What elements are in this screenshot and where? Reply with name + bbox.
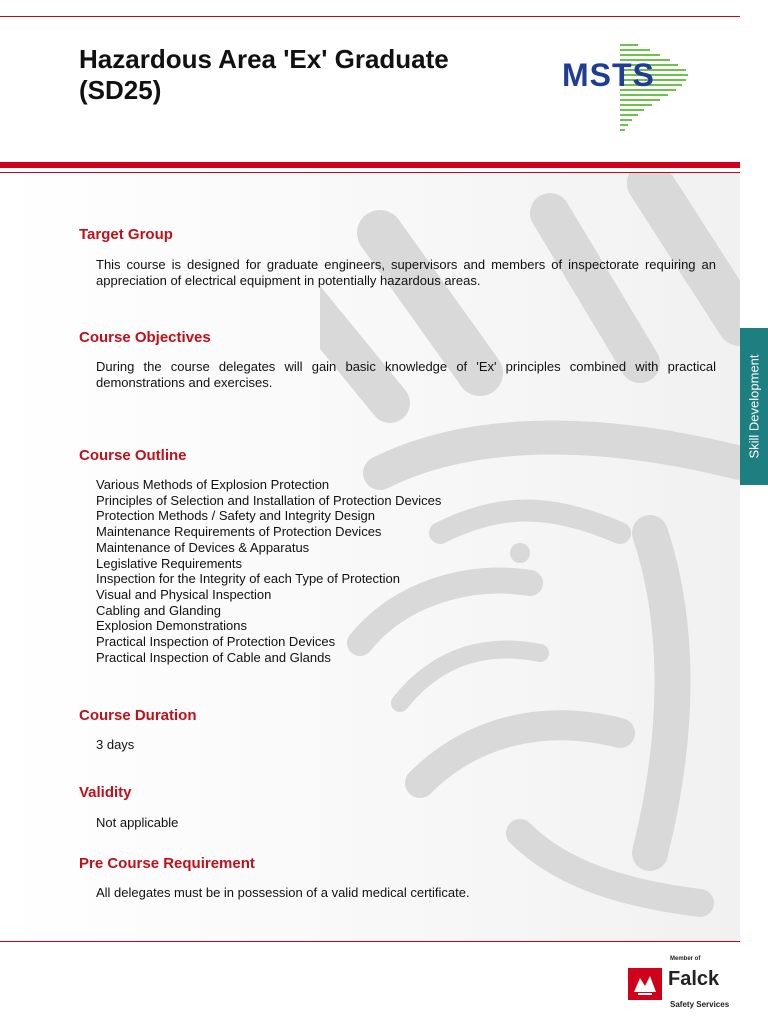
list-item: Protection Methods / Safety and Integrity Design bbox=[96, 508, 375, 524]
title-line-1: Hazardous Area 'Ex' Graduate bbox=[79, 44, 449, 74]
target-group-text: This course is designed for graduate engineers, supervisors and members of inspectorate requiring an appreciation of electrical equipment in potentially hazardous areas. bbox=[96, 257, 716, 288]
list-item: Various Methods of Explosion Protection bbox=[96, 477, 330, 492]
top-rule bbox=[0, 16, 740, 17]
validity-text: Not applicable bbox=[96, 815, 179, 830]
list-item: Inspection for the Integrity of each Type of Protection bbox=[96, 571, 400, 587]
page-title bbox=[79, 44, 539, 106]
list-item: Maintenance Requirements of Protection Devices bbox=[96, 524, 382, 540]
footer-rule bbox=[0, 941, 740, 942]
falck-logo bbox=[628, 954, 738, 1016]
heading-pre-course-requirement: Pre Course Requirement bbox=[79, 855, 255, 872]
list-item: Explosion Demonstrations bbox=[96, 618, 248, 634]
logo-text: MSTS bbox=[562, 57, 655, 93]
heading-course-outline: Course Outline bbox=[79, 447, 187, 464]
title-line-2: (SD25) bbox=[79, 75, 162, 105]
pre-course-requirement-text: All delegates must be in possession of a valid medical certificate. bbox=[96, 885, 470, 900]
list-item: Practical Inspection of Cable and Glands bbox=[96, 649, 331, 665]
header-divider bbox=[0, 162, 740, 168]
heading-course-duration: Course Duration bbox=[79, 707, 197, 724]
side-tab-skill-development bbox=[740, 328, 768, 485]
list-item: Visual and Physical Inspection bbox=[96, 586, 272, 602]
falck-eagle-icon bbox=[628, 968, 662, 1000]
course-outline-list bbox=[96, 477, 441, 665]
falck-member-of: Member of bbox=[670, 956, 701, 962]
list-item: Principles of Selection and Installation of Protection Devices bbox=[96, 492, 442, 508]
course-duration-text: 3 days bbox=[96, 737, 135, 752]
list-item: Legislative Requirements bbox=[96, 555, 242, 571]
msts-logo bbox=[560, 42, 692, 136]
list-item: Practical Inspection of Protection Devices bbox=[96, 634, 336, 650]
list-item: Cabling and Glanding bbox=[96, 602, 222, 618]
list-item: Maintenance of Devices & Apparatus bbox=[96, 539, 310, 555]
heading-target-group: Target Group bbox=[79, 226, 173, 243]
side-tab-label: Skill Development bbox=[746, 354, 762, 459]
heading-course-objectives: Course Objectives bbox=[79, 329, 211, 346]
course-objectives-text: During the course delegates will gain basic knowledge of 'Ex' principles combined with practical demonstrations and exercises. bbox=[96, 359, 716, 390]
heading-validity: Validity bbox=[79, 784, 132, 801]
falck-brand: Falck bbox=[668, 968, 720, 990]
falck-subtitle: Safety Services bbox=[670, 1000, 730, 1009]
